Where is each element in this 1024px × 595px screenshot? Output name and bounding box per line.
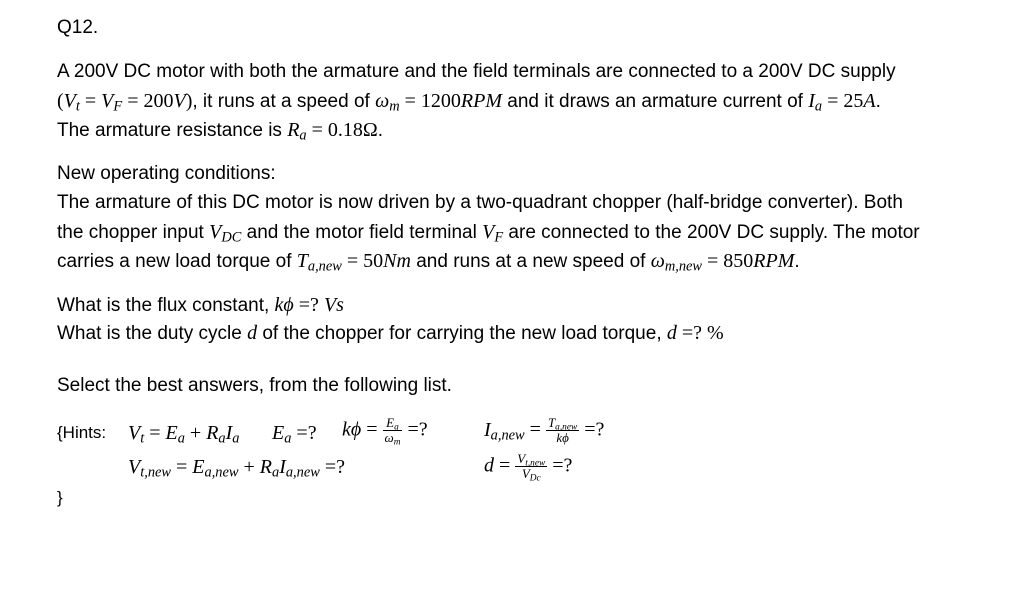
instruction-text: Select the best answers, from the following list. (57, 375, 452, 396)
question-duty-cycle: What is the duty cycle d of the chopper for carrying the new load torque, d =? % (57, 322, 724, 344)
hint-duty-cycle: d = $\frac{V_{t,new}}{V_{Dc}}$ =? (484, 451, 573, 484)
hint-ia-new: $I_{a,new}$ = $\frac{T_{a,new}}{k\phi}$ =? (484, 415, 605, 445)
paragraph2-line3: carries a new load torque of $T_{a,new} = 50Nm$ and runs at a new speed of $\omega_{m,new} = 850RPM$. (57, 250, 800, 275)
paragraph2-line1: The armature of this DC motor is now driven by a two-quadrant chopper (half-bridge converter). Both (57, 192, 903, 213)
hints-label: {Hints: (57, 423, 107, 442)
paragraph2-line2: the chopper input $V_{DC}$ and the motor field terminal $V_F$ are connected to the 200V DC supply. The motor (57, 221, 920, 246)
paragraph1-line3: The armature resistance is $R_a = 0.18\Omega$. (57, 119, 384, 144)
hint-vt-equation: $V_t = E_a + R_aI_a$ (128, 422, 240, 447)
closing-brace: } (57, 488, 63, 507)
hint-ea: $E_a$ =? (272, 422, 317, 447)
question-flux-constant: What is the flux constant, kϕ =? Vs (57, 294, 344, 316)
hint-kphi: kϕ = $\frac{E_a}{\omega_m}$ =? (342, 415, 428, 448)
paragraph2-heading: New operating conditions: (57, 163, 276, 184)
paragraph1-line1: A 200V DC motor with both the armature and the field terminals are connected to a 200V DC supply (57, 61, 896, 82)
question-label: Q12. (57, 17, 99, 38)
paragraph1-line2: $(V_t = V_F = 200V)$, it runs at a speed of $\omega_m = 1200RPM$ and it draws an armature current of $I_a = 25A$. (57, 90, 881, 115)
hint-vt-new-equation: $V_{t,new} = E_{a,new} + R_aI_{a,new}$ =? (128, 456, 345, 481)
